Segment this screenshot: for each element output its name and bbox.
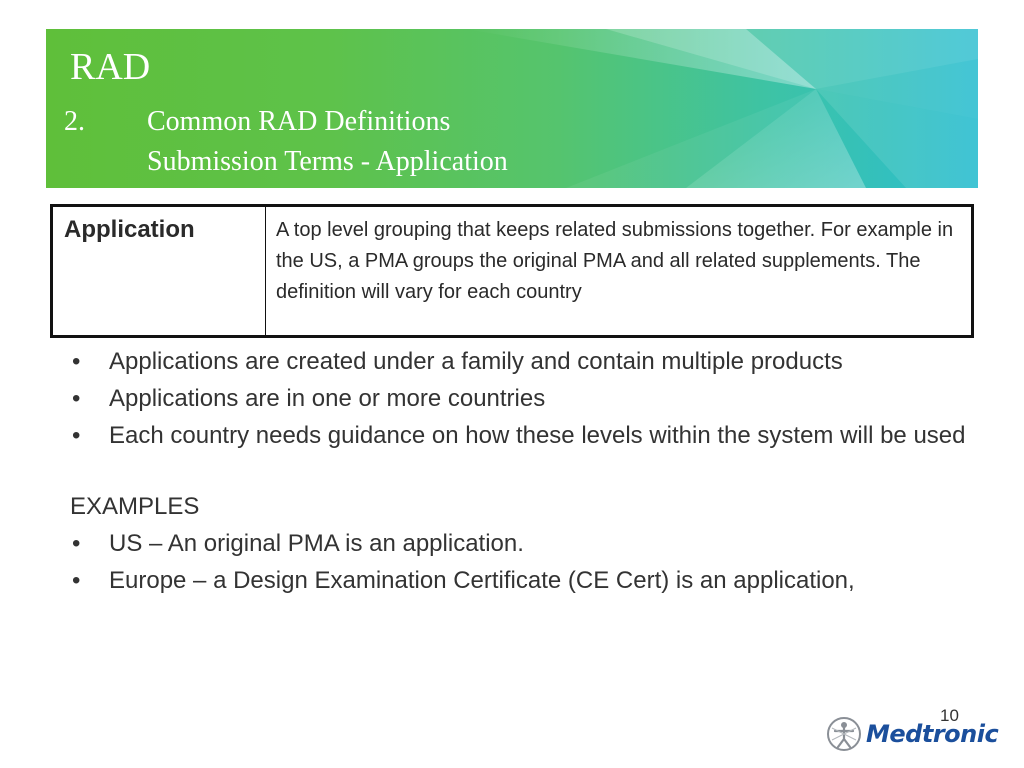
example-text: Europe – a Design Examination Certificate (CE Cert) is an application, <box>109 567 855 594</box>
examples-heading: EXAMPLES <box>70 493 200 520</box>
slide-subtitle: Common RAD Definitions <box>147 106 451 137</box>
slide-body <box>70 346 990 602</box>
definition-table <box>50 204 974 338</box>
slide-title: RAD <box>70 46 151 88</box>
bullet-list <box>70 346 990 451</box>
example-text: US – An original PMA is an application. <box>109 530 524 557</box>
medtronic-logo <box>826 714 1001 754</box>
page-number: 10 <box>940 706 959 725</box>
bullet-item <box>70 383 990 414</box>
definition-description: A top level grouping that keeps related submissions together. For example in the US, a PMA groups the original PMA and all related supplements. The definition will vary for each country <box>276 219 954 303</box>
spacer <box>70 457 990 491</box>
example-item <box>70 528 990 559</box>
example-item <box>70 565 990 596</box>
medtronic-figure-icon <box>826 716 862 752</box>
slide-subtitle-secondary: Submission Terms - Application <box>147 146 508 177</box>
examples-list <box>70 528 990 596</box>
bullet-glyph: • <box>72 422 81 449</box>
bullet-item <box>70 420 990 451</box>
bullet-text: Applications are created under a family and contain multiple products <box>109 348 843 375</box>
bullet-text: Applications are in one or more countries <box>109 385 546 412</box>
bullet-glyph: • <box>72 530 81 557</box>
bullet-text: Each country needs guidance on how these levels within the system will be used <box>109 422 966 449</box>
bullet-glyph: • <box>72 348 81 375</box>
definition-term: Application <box>53 207 266 335</box>
bullet-glyph: • <box>72 567 81 594</box>
title-banner <box>46 29 978 188</box>
section-number: 2. <box>64 106 85 137</box>
bullet-item <box>70 346 990 377</box>
logo-wordmark: Medtronic <box>866 720 999 748</box>
bullet-glyph: • <box>72 385 81 412</box>
